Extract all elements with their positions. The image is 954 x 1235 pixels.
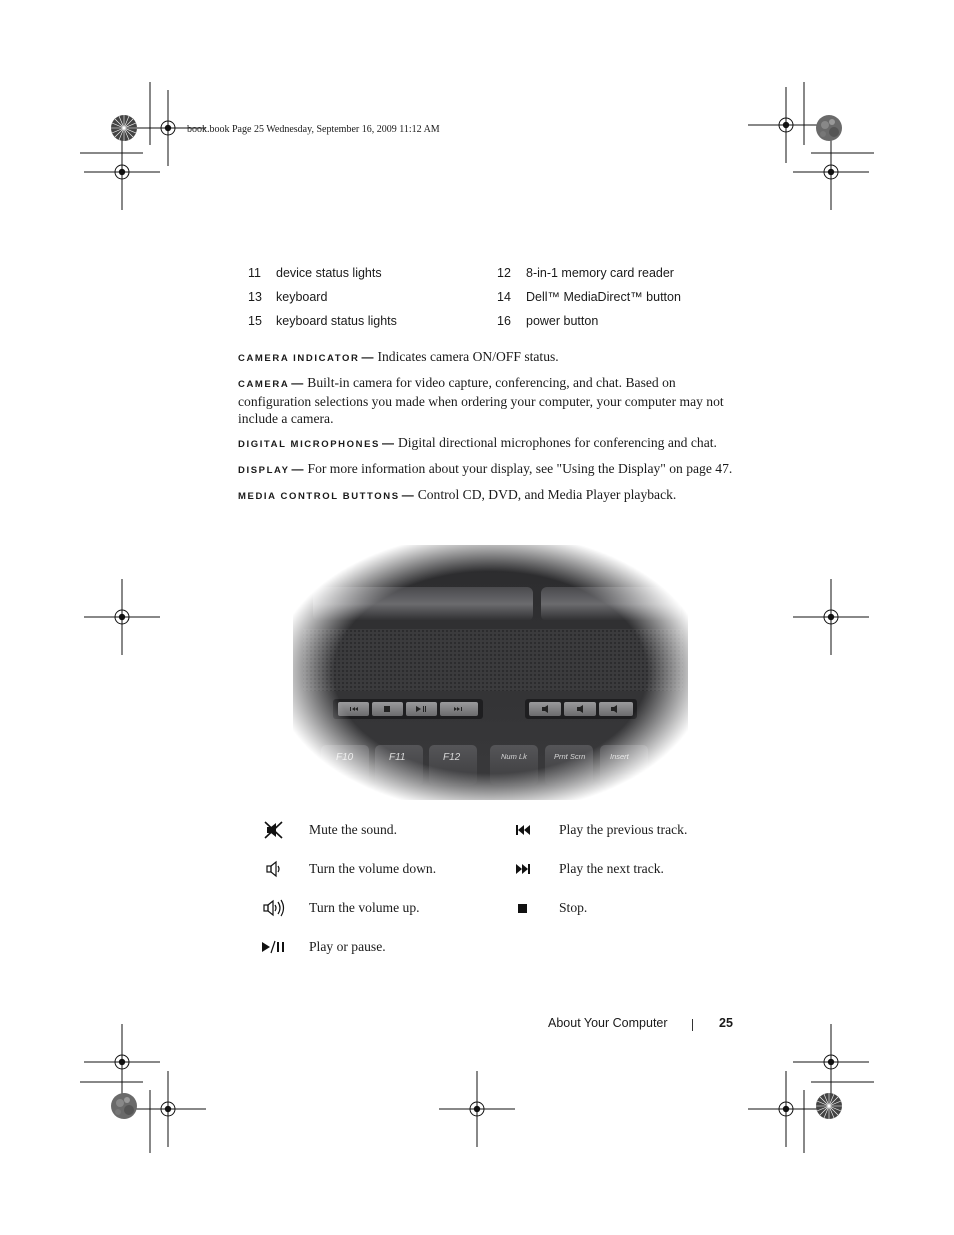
play-pause-icon (258, 937, 288, 957)
entry-text: Digital directional microphones for conferencing and chat. (397, 435, 717, 450)
control-description: Play the previous track. (559, 822, 688, 837)
legend-label: device status lights (276, 266, 382, 280)
entry-term: DISPLAY (238, 465, 290, 476)
legend-label: power button (526, 314, 599, 328)
entry-display: DISPLAY — For more information about your display, see "Using the Display" on page 47. (238, 461, 733, 476)
entry-text: Control CD, DVD, and Media Player playback. (417, 487, 677, 502)
control-description: Mute the sound. (309, 822, 397, 837)
legend-number: 15 (248, 314, 262, 328)
print-header-stamp: book.book Page 25 Wednesday, September 16, 2009 11:12 AM (187, 124, 440, 135)
previous-track-icon (508, 820, 538, 840)
stop-icon (508, 898, 538, 918)
control-description: Play the next track. (559, 861, 664, 876)
control-description: Turn the volume down. (309, 861, 437, 876)
mute-icon (258, 820, 288, 840)
legend-label: keyboard (276, 290, 328, 304)
legend-number: 13 (248, 290, 262, 304)
control-description: Play or pause. (309, 939, 386, 954)
legend-label: keyboard status lights (276, 314, 397, 328)
control-description: Stop. (559, 900, 588, 915)
next-track-icon (508, 859, 538, 879)
legend-row (248, 266, 748, 290)
entry-camera-indicator: CAMERA INDICATOR — Indicates camera ON/OFF status. (238, 349, 559, 364)
legend-number: 14 (497, 290, 511, 304)
footer-divider (692, 1019, 693, 1031)
feature-descriptions (238, 348, 734, 512)
volume-down-icon (258, 859, 288, 879)
control-description: Turn the volume up. (309, 900, 420, 915)
entry-media-control-buttons: MEDIA CONTROL BUTTONS — Control CD, DVD, and Media Player playback. (238, 487, 677, 502)
legend-number: 11 (248, 266, 261, 280)
entry-text: For more information about your display, see "Using the Display" on page 47. (307, 461, 733, 476)
entry-digital-microphones: DIGITAL MICROPHONES — Digital directional microphones for conferencing and chat. (238, 435, 717, 450)
legend-label: 8-in-1 memory card reader (526, 266, 674, 280)
entry-term: MEDIA CONTROL BUTTONS (238, 491, 400, 502)
legend-row (248, 314, 748, 338)
legend-label: Dell™ MediaDirect™ button (526, 290, 681, 304)
legend-number: 16 (497, 314, 511, 328)
media-controls-photo (293, 545, 688, 800)
entry-term: CAMERA INDICATOR (238, 353, 360, 364)
legend-number: 12 (497, 266, 511, 280)
entry-text: Indicates camera ON/OFF status. (377, 349, 559, 364)
footer-section-title: About Your Computer (548, 1016, 668, 1030)
entry-text: Built-in camera for video capture, conferencing, and chat. Based on configuration selections you made when ordering your computer, your computer may not include a camera. (238, 375, 724, 426)
entry-camera: CAMERA — Built-in camera for video capture, conferencing, and chat. Based on configuration selections you made when ordering your computer, your computer may not include a camera. (238, 375, 724, 426)
page-number: 25 (719, 1016, 733, 1030)
legend-row (248, 290, 748, 314)
entry-term: DIGITAL MICROPHONES (238, 439, 380, 450)
callout-legend (248, 266, 748, 338)
entry-term: CAMERA (238, 379, 290, 390)
volume-up-icon (258, 898, 288, 918)
